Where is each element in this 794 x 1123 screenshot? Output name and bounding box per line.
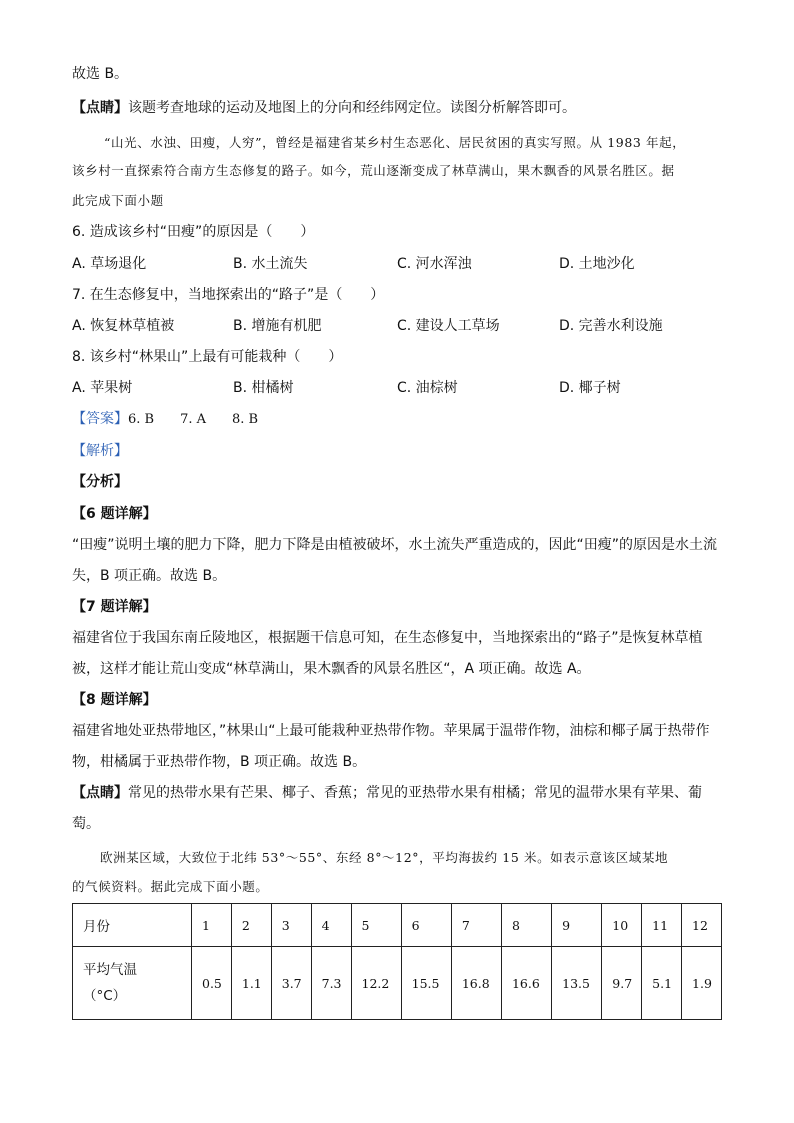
dianjing-2-tag: 【点睛】 (72, 785, 128, 801)
temperature-cell: 5.1 (642, 947, 682, 1020)
q7-option-d: D. 完善水利设施 (559, 318, 663, 334)
answer-line (72, 409, 258, 430)
dianjing-2-text: 常见的热带水果有芒果、椰子、香蕉；常见的亚热带水果有柑橘；常见的温带水果有苹果、葡 (128, 785, 702, 801)
temperature-cell: 9.7 (602, 947, 642, 1020)
temperature-cell: 7.3 (311, 947, 351, 1020)
temperature-cell: 1.1 (231, 947, 271, 1020)
month-cell: 9 (552, 904, 602, 947)
detail-6-line: “田瘦”说明土壤的肥力下降，肥力下降是由植被破坏，水土流失严重造成的，因此“田瘦”的原因是水土流 (72, 537, 718, 553)
q7-option-b: B. 增施有机肥 (233, 318, 322, 334)
text-line: 故选 B。 (72, 66, 129, 82)
detail-8-line: 物，柑橘属于亚热带作物，B 项正确。故选 B。 (72, 754, 367, 770)
month-cell: 11 (642, 904, 682, 947)
temperature-label: 平均气温 (83, 962, 137, 978)
temperature-cell: 1.9 (682, 947, 722, 1020)
temperature-cell: 16.8 (451, 947, 501, 1020)
detail-6-line: 失，B 项正确。故选 B。 (72, 568, 227, 584)
europe-passage-line: 的气候资料。据此完成下面小题。 (72, 879, 269, 894)
detail-7-line: 福建省位于我国东南丘陵地区，根据题干信息可知，在生态修复中，当地探索出的“路子”是恢复林草植 (72, 630, 703, 646)
q7-option-c: C. 建设人工草场 (397, 318, 500, 334)
q8-option-d: D. 椰子树 (559, 380, 621, 396)
q6-option-c: C. 河水浑浊 (397, 256, 472, 272)
table-row-months (73, 904, 722, 947)
passage-line: “山光、水浊、田瘦，人穷”，曾经是福建省某乡村生态恶化、居民贫困的真实写照。从 1983 年起， (104, 135, 686, 150)
month-cell: 4 (311, 904, 351, 947)
jiexi-heading: 【解析】 (72, 443, 128, 459)
detail-6-heading: 【6 题详解】 (72, 506, 157, 522)
temperature-cell: 12.2 (351, 947, 401, 1020)
fenxi-heading: 【分析】 (72, 474, 128, 490)
month-cell: 6 (401, 904, 451, 947)
q8-option-b: B. 柑橘树 (233, 380, 294, 396)
detail-8-line: 福建省地处亚热带地区，”林果山“上最可能栽种亚热带作物。苹果属于温带作物，油棕和椰子属于热带作 (72, 723, 710, 739)
month-cell: 8 (501, 904, 551, 947)
passage-line: 此完成下面小题 (72, 193, 164, 208)
month-cell: 10 (602, 904, 642, 947)
detail-7-heading: 【7 题详解】 (72, 599, 157, 615)
q6-option-d: D. 土地沙化 (559, 256, 635, 272)
month-cell: 3 (271, 904, 311, 947)
question-7: 7. 在生态修复中，当地探索出的“路子”是（ ） (72, 287, 385, 303)
answer-text: 6. B 7. A 8. B (128, 412, 259, 427)
table-row-temperature (73, 947, 722, 1020)
q8-option-a: A. 苹果树 (72, 380, 133, 396)
question-6: 6. 造成该乡村“田瘦”的原因是（ ） (72, 224, 315, 240)
q8-option-c: C. 油棕树 (397, 380, 458, 396)
temperature-cell: 16.6 (501, 947, 551, 1020)
europe-passage-line: 欧洲某区域，大致位于北纬 53°～55°、东经 8°～12°，平均海拔约 15 米。如表示意该区域某地 (100, 850, 669, 865)
temperature-header-cell (73, 947, 192, 1020)
q6-option-b: B. 水土流失 (233, 256, 308, 272)
month-cell: 1 (192, 904, 232, 947)
q6-option-a: A. 草场退化 (72, 256, 147, 272)
q7-option-a: A. 恢复林草植被 (72, 318, 175, 334)
month-cell: 12 (682, 904, 722, 947)
month-cell: 2 (231, 904, 271, 947)
climate-table (72, 903, 722, 1020)
month-cell: 5 (351, 904, 401, 947)
dianjing-tag: 【点睛】 (72, 100, 128, 116)
temperature-cell: 3.7 (271, 947, 311, 1020)
detail-8-heading: 【8 题详解】 (72, 692, 157, 708)
dianjing-text: 该题考查地球的运动及地图上的分向和经纬网定位。读图分析解答即可。 (128, 100, 576, 116)
dianjing-paragraph (72, 98, 576, 118)
question-8: 8. 该乡村“林果山”上最有可能栽种（ ） (72, 349, 343, 365)
temperature-cell: 13.5 (552, 947, 602, 1020)
detail-7-line: 被，这样才能让荒山变成“林草满山，果木飘香的风景名胜区“，A 项正确。故选 A。 (72, 661, 591, 677)
dianjing-2-paragraph (72, 783, 702, 803)
passage-line: 该乡村一直探索符合南方生态修复的路子。如今，荒山逐渐变成了林草满山，果木飘香的风景名胜区。据 (72, 163, 675, 178)
dianjing-2-line: 萄。 (72, 816, 100, 832)
month-cell: 7 (451, 904, 501, 947)
temperature-unit: （°C） (83, 988, 127, 1004)
answer-tag: 【答案】 (72, 411, 128, 427)
temperature-cell: 15.5 (401, 947, 451, 1020)
month-header-cell: 月份 (73, 904, 192, 947)
temperature-cell: 0.5 (192, 947, 232, 1020)
